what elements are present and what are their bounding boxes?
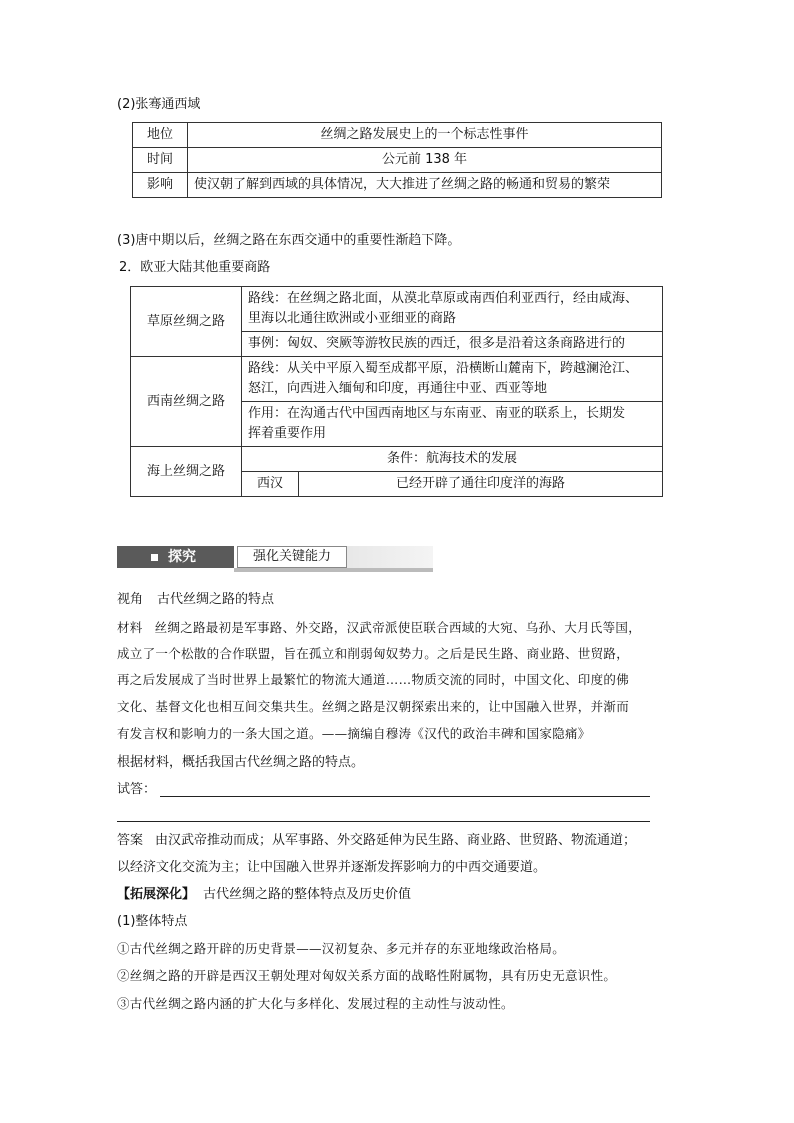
extension-subheading: (1)整体特点 — [117, 914, 188, 929]
banner-tag: 强化关键能力 — [237, 546, 347, 568]
route-line: 路线：在丝绸之路北面，从漠北草原或南西伯利亚西行，经由咸海、 — [248, 291, 639, 306]
list-item: ②丝绸之路的开辟是西汉王朝处理对匈奴关系方面的战略性附属物，具有历史无意识性。 — [117, 968, 617, 983]
try-answer-label: 试答： — [117, 782, 157, 797]
answer-line — [117, 832, 636, 850]
answer-label: 答案 — [117, 833, 144, 848]
square-icon — [151, 554, 158, 561]
material-line: 有发言权和影响力的一条大国之道。——摘编自穆涛《汉代的政治丰碑和国家隐痛》 — [117, 726, 591, 741]
route-example: 事例：匈奴、突厥等游牧民族的西迁，很多是沿着这条商路进行的 — [242, 332, 663, 357]
banner-dark-label — [117, 546, 234, 568]
route-line: 里海以北通往欧洲或小亚细亚的商路 — [248, 311, 457, 326]
answer-blank-line[interactable] — [160, 796, 650, 797]
row-value: 使汉朝了解到西域的具体情况，大大推进了丝绸之路的畅通和贸易的繁荣 — [188, 173, 662, 198]
route-era: 西汉 — [242, 472, 299, 497]
route-description — [242, 287, 663, 332]
route-condition: 条件：航海技术的发展 — [242, 447, 663, 472]
material-line — [117, 619, 641, 637]
row-label: 时间 — [133, 148, 188, 173]
answer-line: 以经济文化交流为主；让中国融入世界并逐渐发挥影响力的中西交通要道。 — [117, 860, 547, 875]
route-name-southwest: 西南丝绸之路 — [131, 357, 242, 447]
route-description — [242, 357, 663, 402]
material-text: 丝绸之路最初是军事路、外交路，汉武帝派使臣联合西域的大宛、乌孙、大月氏等国， — [154, 620, 642, 635]
table-row — [133, 148, 662, 173]
banner-title: 探究 — [168, 549, 196, 565]
list-item: ①古代丝绸之路开辟的历史背景——汉初复杂、多元并存的东亚地缘政治格局。 — [117, 941, 566, 956]
extension-label: 【拓展深化】 — [117, 887, 196, 902]
route-line: 挥着重要作用 — [248, 426, 327, 441]
material-line: 成立了一个松散的合作联盟，旨在孤立和削弱匈奴势力。之后是民生路、商业路、世贸路， — [117, 646, 630, 661]
extension-title: 古代丝绸之路的整体特点及历史价值 — [203, 887, 412, 902]
row-value: 丝绸之路发展史上的一个标志性事件 — [188, 123, 662, 148]
table-row — [131, 447, 663, 472]
extension-heading — [117, 886, 411, 904]
row-value: 公元前 138 年 — [188, 148, 662, 173]
table-row — [131, 287, 663, 332]
route-line: 路线：从关中平原入蜀至成都平原，沿横断山麓南下，跨越澜沧江、 — [248, 361, 639, 376]
banner-shadow — [234, 568, 433, 572]
route-line: 作用：在沟通古代中国西南地区与东南亚、南亚的联系上，长期发 — [248, 406, 626, 421]
answer-blank-line[interactable] — [117, 821, 650, 822]
perspective-label: 视角 — [117, 592, 144, 607]
route-role — [242, 402, 663, 447]
route-line: 怒江，向西进入缅甸和印度，再通往中亚、西亚等地 — [248, 381, 548, 396]
route-name-maritime: 海上丝绸之路 — [131, 447, 242, 497]
material-line: 再之后发展成了当时世界上最繁忙的物流大通道……物质交流的同时，中国文化、印度的佛 — [117, 672, 630, 687]
section-text-tang: (3)唐中期以后，丝绸之路在东西交通中的重要性渐趋下降。 — [117, 233, 461, 248]
perspective-line — [117, 591, 274, 609]
zhangqian-table — [132, 122, 662, 198]
table-row — [133, 123, 662, 148]
route-era-text: 已经开辟了通往印度洋的海路 — [299, 472, 663, 497]
route-name-grassland: 草原丝绸之路 — [131, 287, 242, 357]
section-banner — [117, 546, 433, 570]
list-item: ③古代丝绸之路内涵的扩大化与多样化、发展过程的主动性与波动性。 — [117, 996, 514, 1011]
routes-table — [130, 286, 663, 497]
part2-heading: 2．欧亚大陆其他重要商路 — [119, 260, 271, 275]
question-text: 根据材料，概括我国古代丝绸之路的特点。 — [117, 755, 365, 770]
material-line: 文化、基督文化也相互间交集共生。丝绸之路是汉朝探索出来的，让中国融入世界，并渐而 — [117, 699, 630, 714]
answer-text: 由汉武帝推动而成；从军事路、外交路延伸为民生路、商业路、世贸路、物流通道； — [155, 833, 637, 848]
section-heading-zhangqian: (2)张骞通西域 — [117, 97, 201, 112]
row-label: 地位 — [133, 123, 188, 148]
material-label: 材料 — [117, 620, 143, 635]
table-row — [133, 173, 662, 198]
row-label: 影响 — [133, 173, 188, 198]
table-row — [131, 357, 663, 402]
perspective-title: 古代丝绸之路的特点 — [157, 592, 275, 607]
